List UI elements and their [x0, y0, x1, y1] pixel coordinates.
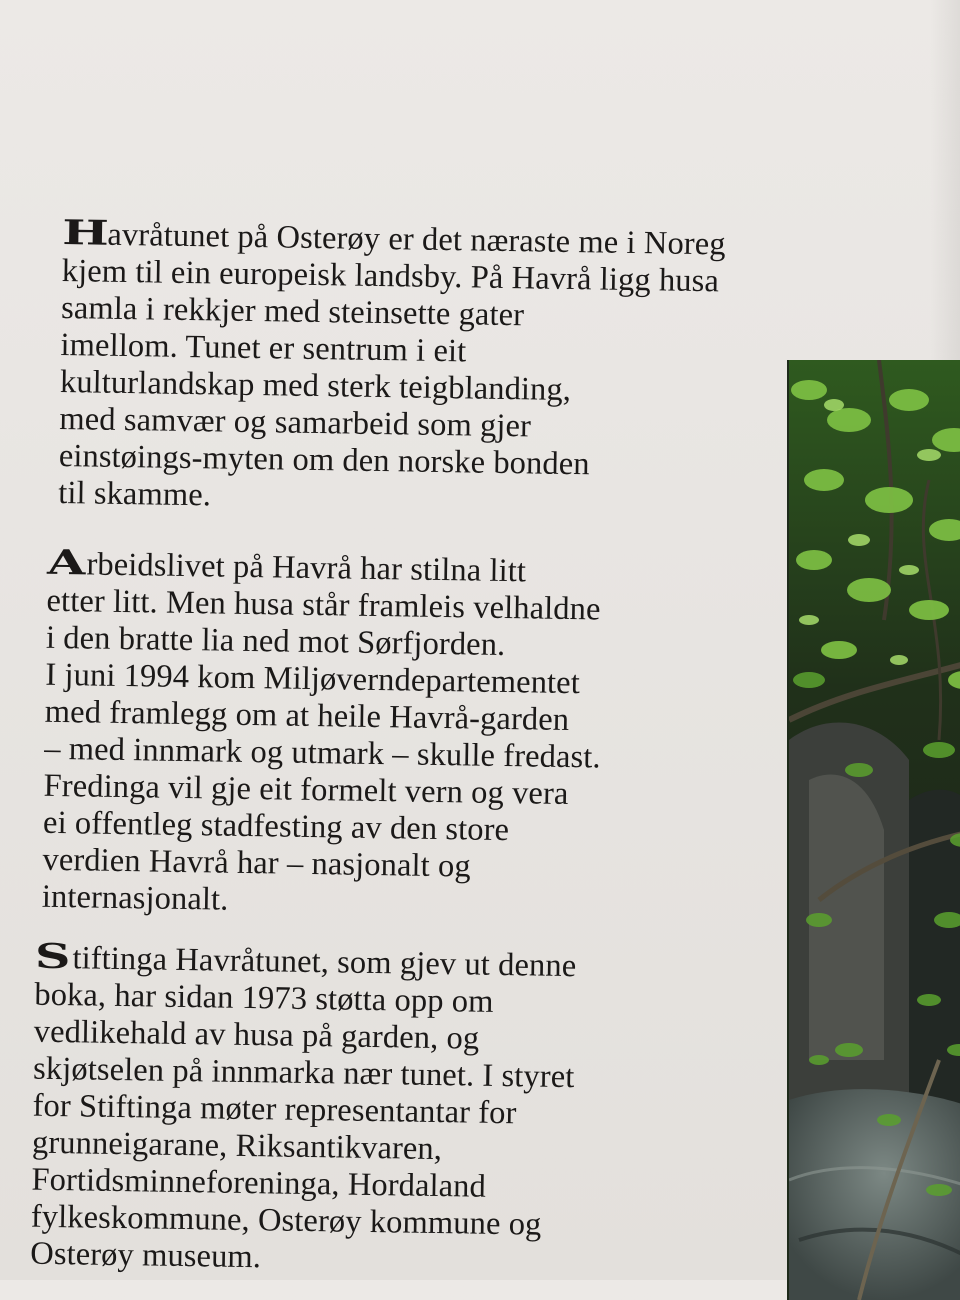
paragraph-line: samla i rekkjer med steinsette gater	[60, 290, 525, 334]
paragraph-1	[58, 215, 726, 522]
paragraph-line: Stiftinga Havråtunet, som gjev ut denne	[34, 936, 577, 985]
paragraph-line: Fredinga vil gje eit formelt vern og vera	[43, 767, 569, 813]
paragraph-line: kjem til ein europeisk landsby. På Havrå ligg husa	[61, 253, 720, 300]
paragraph-line: kulturlandskap med sterk teigblanding,	[59, 363, 572, 409]
paragraph-line: ei offentleg stadfesting av den store	[42, 804, 510, 849]
paragraph-line: til skamme.	[57, 474, 212, 514]
paragraph-line: Havråtunet på Osterøy er det næraste me i Noreg	[62, 213, 726, 263]
paragraph-3	[30, 936, 577, 1281]
paragraph-line: – med innmark og utmark – skulle fredast.	[43, 730, 601, 776]
drop-cap: H	[62, 213, 108, 254]
paragraph-line: internasjonalt.	[41, 878, 229, 918]
paragraph-line: for Stiftinga møter representantar for	[32, 1087, 517, 1132]
garden-photo	[787, 360, 960, 1300]
paragraph-line: i den bratte lia ned mot Sørfjorden.	[45, 619, 506, 664]
paragraph-line: etter litt. Men husa står framleis velhaldne	[46, 582, 601, 628]
paragraph-line: vedlikehald av husa på garden, og	[33, 1013, 480, 1057]
paragraph-line: fylkeskommune, Osterøy kommune og	[30, 1198, 542, 1243]
paragraph-line: grunneigarane, Riksantikvaren,	[31, 1124, 443, 1168]
paragraph-line: boka, har sidan 1973 støtta opp om	[34, 976, 494, 1020]
paragraph-line: Fortidsminneforeninga, Hordaland	[31, 1161, 487, 1205]
paragraph-line: med samvær og samarbeid som gjer	[59, 400, 532, 445]
paragraph-line: med framlegg om at heile Havrå-garden	[44, 693, 570, 739]
paragraph-line: I juni 1994 kom Miljøverndepartementet	[45, 656, 581, 702]
paragraph-line: einstøings-myten om den norske bonden	[58, 437, 590, 483]
paragraph-2	[41, 542, 604, 925]
paragraph-line: Arbeidslivet på Havrå har stilna litt	[46, 542, 527, 590]
drop-cap: A	[46, 542, 85, 584]
paragraph-line: Osterøy museum.	[30, 1235, 262, 1276]
paragraph-line: skjøtselen på innmarka nær tunet. I styret	[32, 1050, 575, 1096]
paragraph-line: verdien Havrå har – nasjonalt og	[42, 841, 471, 885]
paragraph-line: imellom. Tunet er sentrum i eit	[60, 326, 467, 370]
drop-cap: S	[34, 936, 70, 978]
